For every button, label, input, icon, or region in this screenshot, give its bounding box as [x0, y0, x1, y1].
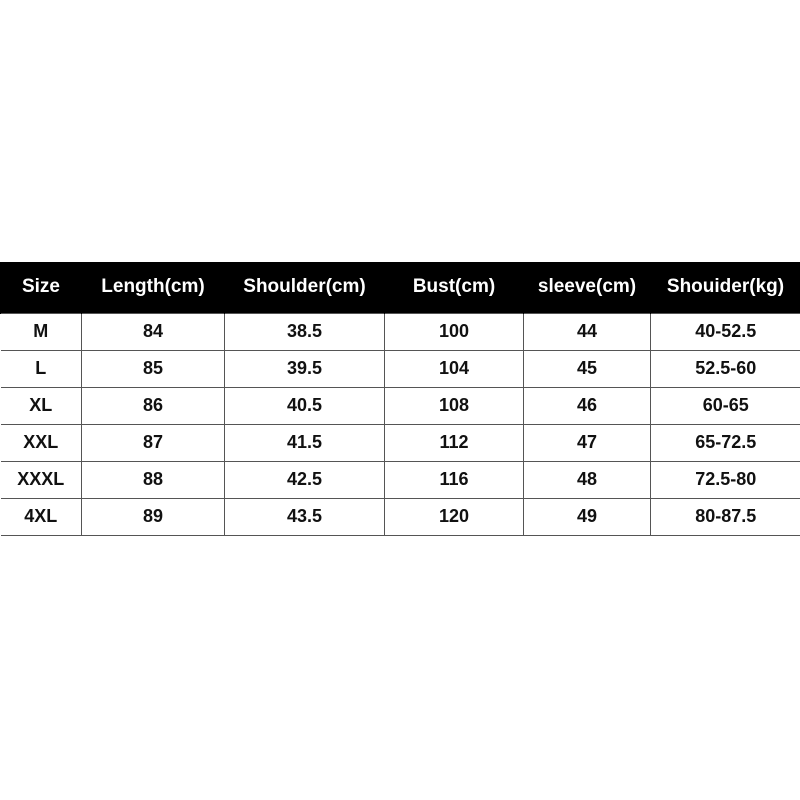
header-length: Length(cm) — [82, 262, 225, 313]
header-shoulder: Shoulder(cm) — [225, 262, 385, 313]
header-row — [1, 262, 800, 313]
cell-sleeve: 48 — [524, 461, 651, 498]
cell-sleeve: 46 — [524, 387, 651, 424]
cell-shoulder: 39.5 — [225, 350, 385, 387]
cell-weight: 80-87.5 — [651, 498, 800, 535]
cell-shoulder: 41.5 — [225, 424, 385, 461]
table-row — [1, 498, 800, 535]
cell-sleeve: 44 — [524, 313, 651, 350]
cell-length: 88 — [82, 461, 225, 498]
table-row — [1, 424, 800, 461]
cell-length: 89 — [82, 498, 225, 535]
cell-weight: 40-52.5 — [651, 313, 800, 350]
header-sleeve: sleeve(cm) — [524, 262, 651, 313]
header-weight: Shouider(kg) — [651, 262, 800, 313]
cell-bust: 100 — [385, 313, 524, 350]
cell-size: XXL — [1, 424, 82, 461]
cell-length: 86 — [82, 387, 225, 424]
cell-weight: 72.5-80 — [651, 461, 800, 498]
cell-sleeve: 47 — [524, 424, 651, 461]
header-bust: Bust(cm) — [385, 262, 524, 313]
cell-weight: 60-65 — [651, 387, 800, 424]
cell-sleeve: 45 — [524, 350, 651, 387]
cell-bust: 112 — [385, 424, 524, 461]
table-row — [1, 387, 800, 424]
cell-length: 87 — [82, 424, 225, 461]
cell-bust: 104 — [385, 350, 524, 387]
cell-size: XXXL — [1, 461, 82, 498]
cell-bust: 108 — [385, 387, 524, 424]
cell-length: 84 — [82, 313, 225, 350]
table-row — [1, 350, 800, 387]
cell-weight: 65-72.5 — [651, 424, 800, 461]
cell-shoulder: 38.5 — [225, 313, 385, 350]
cell-bust: 116 — [385, 461, 524, 498]
cell-sleeve: 49 — [524, 498, 651, 535]
cell-size: 4XL — [1, 498, 82, 535]
cell-shoulder: 42.5 — [225, 461, 385, 498]
cell-size: M — [1, 313, 82, 350]
size-chart-body — [1, 313, 800, 535]
cell-shoulder: 40.5 — [225, 387, 385, 424]
cell-shoulder: 43.5 — [225, 498, 385, 535]
size-chart-table — [0, 262, 800, 536]
size-chart-header — [1, 262, 800, 313]
table-row — [1, 313, 800, 350]
cell-length: 85 — [82, 350, 225, 387]
cell-size: L — [1, 350, 82, 387]
header-size: Size — [1, 262, 82, 313]
cell-bust: 120 — [385, 498, 524, 535]
cell-size: XL — [1, 387, 82, 424]
cell-weight: 52.5-60 — [651, 350, 800, 387]
table-row — [1, 461, 800, 498]
